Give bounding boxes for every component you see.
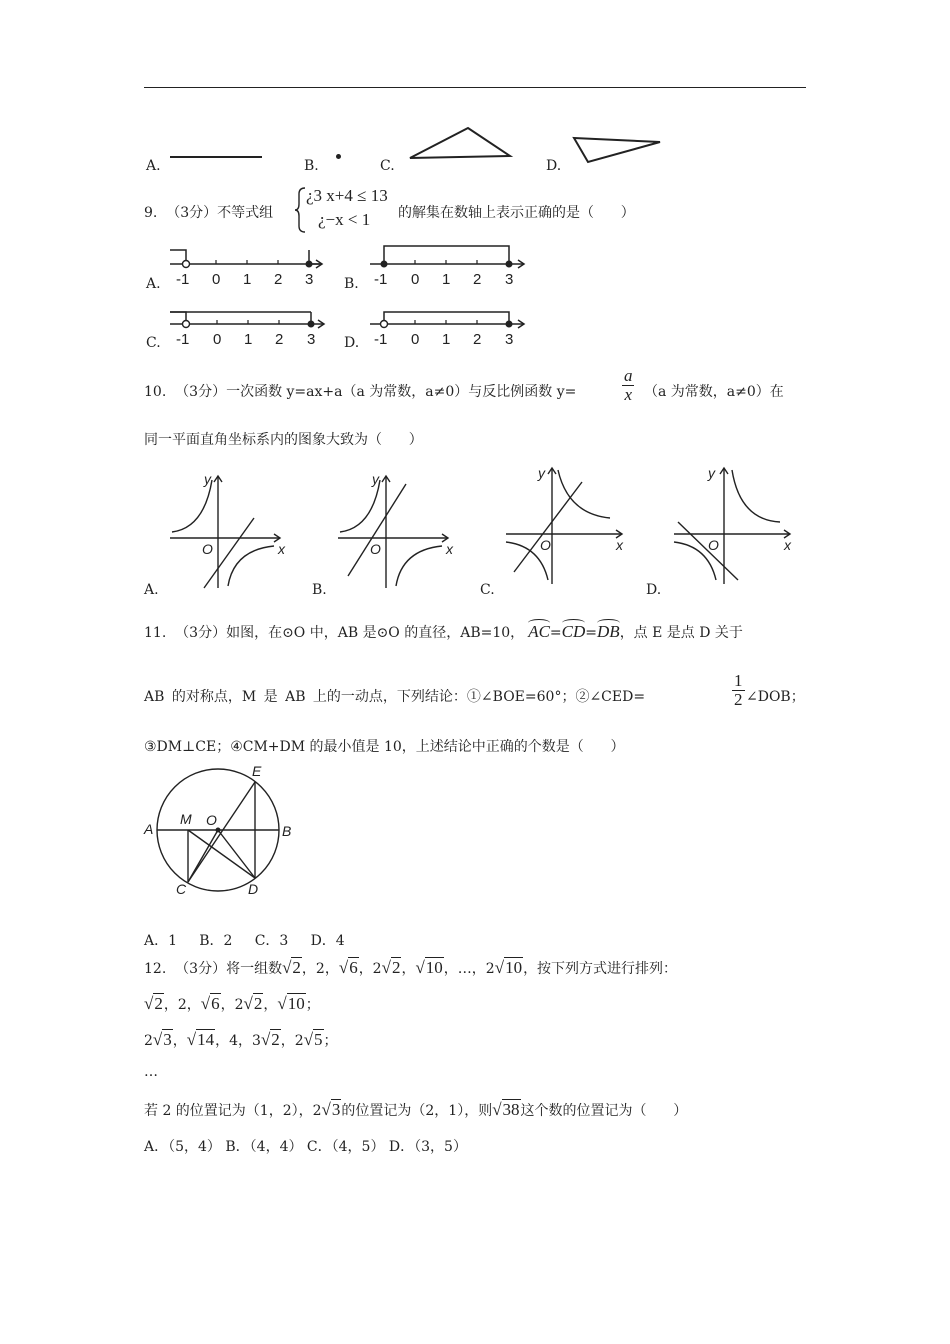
q12-row1-sqrt-2: √2 <box>144 994 163 1013</box>
q9-c-tick-label: 0 <box>213 331 222 348</box>
q11-arc-db: DB <box>597 622 620 641</box>
q8-option-b-point <box>336 154 341 159</box>
q9-option-c-number-line <box>164 304 334 350</box>
q11-label-b: B <box>282 823 292 839</box>
q11-label-e: E <box>252 763 262 779</box>
q9-inequality-2: ¿−x < 1 <box>318 210 371 229</box>
q8-option-a-segment <box>170 156 262 158</box>
q9-a-tick-label: 1 <box>243 271 252 288</box>
q10-graph-a <box>164 466 294 594</box>
q9-option-a-label: A. <box>146 276 161 292</box>
q12-options: A．（5，4） B．（4，4） C．（4，5） D．（3，5） <box>144 1139 467 1155</box>
q12-sqrt-2b: √2 <box>381 958 401 977</box>
q10-fraction <box>622 367 635 404</box>
q11-eq-1: = <box>549 625 562 641</box>
q12-line1-c: ，2 <box>358 961 382 977</box>
q12-row2-a: 2 <box>144 1033 153 1049</box>
q9-c-tick-label: 3 <box>307 331 316 348</box>
q10-c-y-label: y <box>538 465 545 481</box>
q9-d-tick-label: 3 <box>505 331 514 348</box>
q10-a-y-label: y <box>204 471 211 487</box>
q10-c-origin: O <box>540 537 551 553</box>
q9-a-tick-label: -1 <box>176 271 190 288</box>
q10-b-x-label: x <box>446 541 453 557</box>
q10-line1-b: （a 为常数，a≠0）在 <box>644 384 784 400</box>
q12-sqrt-2: √2 <box>282 958 301 977</box>
q10-graph-d <box>668 462 798 590</box>
q12-line1-d: ， <box>401 961 416 977</box>
q11-eq-2: = <box>585 625 598 641</box>
q12-line1-b: ，2， <box>301 961 339 977</box>
q8-option-d-triangle <box>568 132 668 166</box>
q11-label-o: O <box>206 812 217 828</box>
q10-b-y-label: y <box>372 471 379 487</box>
q11-label-d: D <box>248 881 259 897</box>
q10-c-x-label: x <box>616 537 623 553</box>
q10-fraction-denominator: x <box>624 384 633 404</box>
q12-row2-sep: ， <box>172 1033 187 1049</box>
q9-b-tick-label: 1 <box>442 271 451 288</box>
q10-graph-b <box>332 466 462 594</box>
q10-option-b-label: B. <box>312 582 327 598</box>
q10-graph-c <box>500 462 630 590</box>
q10-option-c-label: C. <box>480 582 495 598</box>
q9-a-tick-label: 2 <box>274 271 283 288</box>
q9-option-a-number-line <box>164 244 334 290</box>
q12-row2-sqrt-5: √5 <box>303 1030 323 1049</box>
q11-label-a: A <box>144 821 154 837</box>
q9-option-b-number-line <box>364 240 534 290</box>
q9-d-tick-label: 0 <box>411 331 420 348</box>
q11-fraction-numerator: 1 <box>734 671 743 690</box>
q12-row1-sqrt-10: √10 <box>277 994 305 1013</box>
q12-row2-sqrt-14: √14 <box>186 1030 215 1049</box>
q12-sqrt-10b: √10 <box>494 958 523 977</box>
q9-c-tick-label: 1 <box>244 331 253 348</box>
q12-row1-sqrt-2b: √2 <box>243 994 263 1013</box>
q9-option-b-label: B. <box>344 276 359 292</box>
q11-line1-a: 11. （3分）如图，在⊙O 中，AB 是⊙O 的直径，AB=10， <box>144 625 525 641</box>
q11-fraction <box>732 672 745 709</box>
q12-row1-end: ； <box>305 997 320 1013</box>
q10-line1-a: 10. （3分）一次函数 y=ax+a（a 为常数，a≠0）与反比例函数 y= <box>144 384 577 400</box>
q11-line2-a: AB 的对称点，M 是 AB 上的一动点，下列结论：①∠BOE=60°；②∠CED= <box>144 689 646 705</box>
q12-row2-c: ，2 <box>280 1033 304 1049</box>
q12-line1-e: ，…，2 <box>443 961 495 977</box>
q10-a-origin: O <box>202 541 213 557</box>
q12-row1-sep2: ，2 <box>220 997 244 1013</box>
q12-row2-end: ； <box>323 1033 338 1049</box>
q12-line5-sqrt-3: √3 <box>321 1100 341 1119</box>
q12-row1-sep: ，2， <box>163 997 201 1013</box>
q10-option-a-label: A. <box>144 582 159 598</box>
q9-b-tick-label: 2 <box>473 271 482 288</box>
q12-row1-sqrt-6: √6 <box>200 994 220 1013</box>
q10-a-x-label: x <box>278 541 285 557</box>
q10-d-x-label: x <box>784 537 791 553</box>
q9-a-tick-label: 0 <box>212 271 221 288</box>
q12-row2-b: ，4，3 <box>215 1033 261 1049</box>
q11-line1-b: ，点 E 是点 D 关于 <box>619 625 743 641</box>
q9-b-tick-label: 3 <box>505 271 514 288</box>
q12-row2-sqrt-3: √3 <box>152 1030 172 1049</box>
q12-line5-sqrt-38: √38 <box>492 1100 520 1119</box>
q10-option-d-label: D. <box>646 582 662 598</box>
q8-option-c-triangle <box>400 124 520 164</box>
q9-c-tick-label: 2 <box>275 331 284 348</box>
q12-sqrt-6: √6 <box>338 958 358 977</box>
q12-sqrt-10: √10 <box>415 958 443 977</box>
q9-b-tick-label: -1 <box>374 271 388 288</box>
q12-line5-c: 这个数的位置记为（ ） <box>520 1103 688 1119</box>
q11-label-m: M <box>180 811 192 827</box>
q11-fraction-denominator: 2 <box>734 689 743 709</box>
q9-prefix: 9. （3分）不等式组 <box>144 205 274 221</box>
q11-arc-cd: CD <box>561 622 586 641</box>
q9-inequality-1: ¿3 x+4 ≤ 13 <box>306 186 388 205</box>
q11-label-c: C <box>176 881 187 897</box>
q12-line1-a: 12. （3分）将一组数 <box>144 961 283 977</box>
q11-options: A．1 B．2 C．3 D．4 <box>144 933 345 949</box>
q9-option-d-number-line <box>364 304 534 350</box>
q9-d-tick-label: 2 <box>473 331 482 348</box>
q8-option-d-label: D. <box>546 158 562 174</box>
q9-option-d-label: D. <box>344 335 360 351</box>
q10-d-y-label: y <box>708 465 715 481</box>
q9-d-tick-label: 1 <box>442 331 451 348</box>
q12-row2-sqrt-2: √2 <box>260 1030 280 1049</box>
q9-suffix: 的解集在数轴上表示正确的是（ ） <box>398 205 635 221</box>
q8-option-a-label: A. <box>146 158 161 174</box>
q10-line2: 同一平面直角坐标系内的图象大致为（ ） <box>144 432 423 448</box>
q12-row1 <box>144 994 320 1014</box>
q9-b-tick-label: 0 <box>411 271 420 288</box>
q12-line5-a: 若 2 的位置记为（1，2），2 <box>144 1103 322 1119</box>
q11-circle-figure <box>142 758 302 898</box>
q12-ellipsis: … <box>144 1064 158 1080</box>
q9-c-tick-label: -1 <box>176 331 190 348</box>
q12-line1 <box>144 958 677 978</box>
q10-fraction-numerator: a <box>624 366 633 385</box>
header-rule <box>144 87 806 88</box>
q10-d-origin: O <box>708 537 719 553</box>
q9-option-c-label: C. <box>146 335 161 351</box>
q12-row1-sep3: ， <box>263 997 278 1013</box>
q12-line5-b: 的位置记为（2，1），则 <box>341 1103 493 1119</box>
q11-line1 <box>144 622 743 642</box>
q9-a-tick-label: 3 <box>305 271 314 288</box>
q12-row2 <box>144 1030 338 1050</box>
q12-line1-f: ，按下列方式进行排列： <box>523 961 678 977</box>
q11-line2-b: ∠DOB； <box>746 689 805 705</box>
q9-d-tick-label: -1 <box>374 331 388 348</box>
q10-b-origin: O <box>370 541 381 557</box>
q11-line3: ③DM⊥CE；④CM+DM 的最小值是 10，上述结论中正确的个数是（ ） <box>144 739 625 755</box>
q8-option-c-label: C. <box>380 158 395 174</box>
q11-arc-ac: AC <box>528 622 550 641</box>
q8-option-b-label: B. <box>304 158 319 174</box>
q12-line5 <box>144 1100 687 1120</box>
